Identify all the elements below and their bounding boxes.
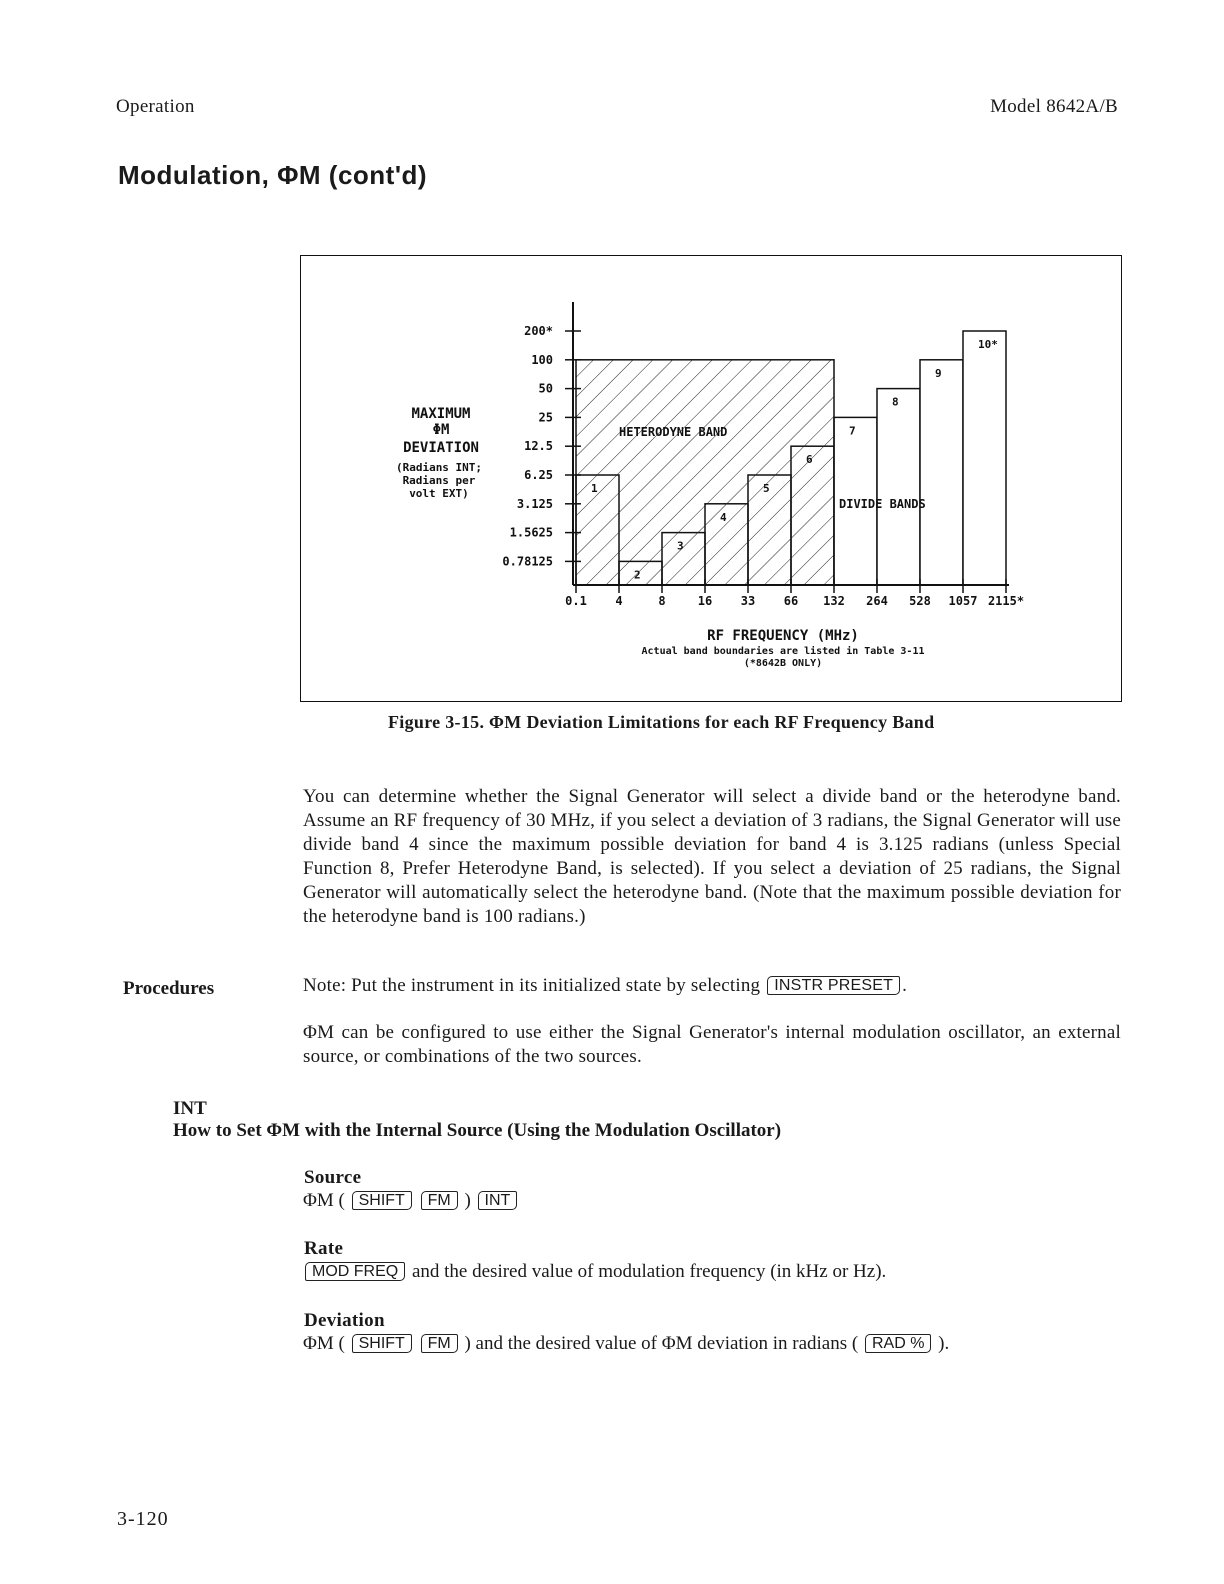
y-axis-label-line: (Radians INT; — [395, 461, 483, 474]
x-tick-label: 528 — [909, 594, 931, 608]
deviation-end: ). — [938, 1333, 950, 1354]
divide-bands-label: DIVIDE BANDS — [839, 497, 926, 511]
instr-preset-key: INSTR PRESET — [767, 976, 900, 995]
page-number: 3-120 — [117, 1508, 169, 1530]
chart-note-8642b: (*8642B ONLY) — [743, 658, 823, 669]
source-line — [303, 1190, 519, 1212]
mod-freq-key: MOD FREQ — [305, 1262, 405, 1281]
x-tick-label: 1057 — [948, 594, 978, 608]
x-axis-title: RF FREQUENCY (MHz) — [707, 628, 859, 644]
side-heading-procedures: Procedures — [123, 978, 215, 999]
rate-text: and the desired value of modulation frequency (in kHz or Hz). — [411, 1261, 887, 1282]
y-tick-label: 12.5 — [524, 439, 553, 454]
int-label: INT — [173, 1098, 207, 1119]
figure-box — [300, 255, 1122, 702]
y-tick-label: 200* — [524, 324, 553, 338]
x-tick-label: 4 — [615, 594, 623, 608]
y-tick-label: 100 — [531, 352, 553, 367]
band-number-label: 9 — [935, 366, 942, 380]
section-title: Modulation, ΦM (cont'd) — [118, 160, 428, 190]
x-tick-label: 0.1 — [565, 594, 587, 608]
note-paragraph — [303, 974, 1121, 998]
body-paragraph: You can determine whether the Signal Generator will select a divide band or the heterodyne band. Assume an RF frequency of 30 MHz, if you select a deviation of 3 radians, the Signal Generator will use divide band 4 since the maximum possible deviation for band 4 is 3.125 radians (unless Special Function 8, Prefer Heterodyne Band, is selected). If you select a deviation of 25 radians, the Signal Generator will automatically select the heterodyne band. (Note that the maximum possible deviation for the heterodyne band is 100 radians.) — [303, 786, 1121, 927]
y-tick-label: 0.78125 — [502, 554, 553, 569]
note-end: . — [902, 975, 908, 996]
running-header-left: Operation — [116, 96, 195, 117]
rate-label: Rate — [304, 1238, 344, 1259]
source-prefix: ΦM ( — [303, 1190, 345, 1211]
y-axis-label-line: DEVIATION — [403, 440, 479, 456]
y-tick-label: 6.25 — [524, 468, 553, 482]
x-tick-label: 2115* — [987, 594, 1025, 608]
fm-key: FM — [421, 1334, 458, 1353]
heterodyne-band-label: HETERODYNE BAND — [619, 425, 728, 439]
divide-band-bar — [920, 360, 963, 585]
x-tick-label: 33 — [740, 594, 756, 608]
divide-band-bar — [963, 331, 1006, 585]
int-key: INT — [478, 1191, 518, 1210]
deviation-line — [303, 1333, 949, 1355]
note-text: Note: Put the instrument in its initialized state by selecting — [303, 975, 761, 996]
deviation-prefix: ΦM ( — [303, 1333, 345, 1354]
x-tick-label: 66 — [783, 594, 799, 608]
deviation-text: ) and the desired value of ΦM deviation in radians ( — [464, 1333, 859, 1354]
y-axis-label-line: volt EXT) — [409, 487, 469, 500]
chart-note: Actual band boundaries are listed in Table 3-11 — [641, 646, 925, 657]
y-tick-label: 1.5625 — [509, 525, 553, 540]
band-number-label: 7 — [849, 424, 856, 438]
heterodyne-band-region — [576, 360, 834, 585]
y-axis-label-line: Radians per — [402, 474, 476, 487]
source-mid: ) — [464, 1190, 471, 1211]
y-tick-label: 3.125 — [516, 496, 553, 511]
divide-band-bar — [877, 389, 920, 585]
y-axis-label-line: ΦM — [432, 422, 450, 438]
shift-key: SHIFT — [352, 1334, 412, 1353]
x-tick-label: 8 — [658, 594, 666, 608]
x-tick-label: 132 — [823, 594, 845, 608]
x-tick-label: 16 — [697, 594, 713, 608]
band-number-label: 8 — [892, 395, 899, 409]
y-tick-label: 50 — [538, 381, 553, 396]
fm-key: FM — [421, 1191, 458, 1210]
int-heading: How to Set ΦM with the Internal Source (Using the Modulation Oscillator) — [173, 1120, 782, 1141]
x-tick-label: 264 — [866, 594, 888, 608]
y-tick-label: 25 — [538, 410, 553, 425]
figure-caption: Figure 3-15. ΦM Deviation Limitations for each RF Frequency Band — [388, 712, 935, 732]
source-label: Source — [304, 1167, 362, 1188]
shift-key: SHIFT — [352, 1191, 412, 1210]
running-header-right: Model 8642A/B — [990, 96, 1118, 117]
deviation-chart — [301, 256, 1123, 703]
deviation-label: Deviation — [304, 1310, 385, 1331]
body-paragraph: ΦM can be configured to use either the Signal Generator's internal modulation oscillator, an external source, or combinations of the two sources. — [303, 1022, 1121, 1067]
y-axis-label-line: MAXIMUM — [411, 406, 471, 422]
rate-line — [303, 1261, 886, 1283]
band-number-label: 10* — [978, 338, 998, 351]
rad-percent-key: RAD % — [865, 1334, 931, 1353]
